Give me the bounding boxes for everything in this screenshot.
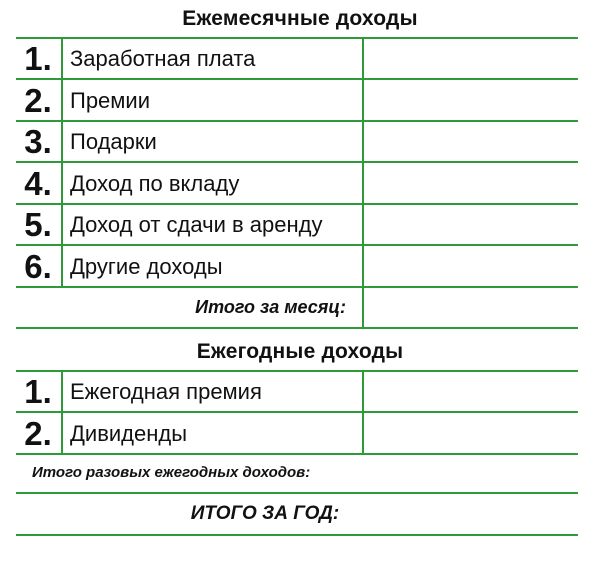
amount-cell[interactable] (364, 205, 578, 243)
amount-cell[interactable] (364, 414, 578, 452)
monthly-table-bottom-rule (16, 327, 578, 329)
amount-cell[interactable] (364, 122, 578, 160)
monthly-total-label: Итого за месяц: (195, 297, 346, 317)
yearly-income-title: Ежегодные доходы (196, 340, 404, 363)
row-label: Другие доходы (70, 254, 223, 279)
monthly-total-cell[interactable] (364, 288, 578, 326)
row-number: 1. (24, 40, 52, 77)
yearly-total-label: Итого разовых ежегодных доходов: (32, 464, 311, 481)
row-number: 2. (24, 415, 52, 452)
amount-cell[interactable] (364, 81, 578, 119)
amount-cell[interactable] (364, 39, 578, 77)
row-label: Подарки (70, 129, 157, 154)
row-number: 5. (24, 206, 52, 243)
monthly-income-title: Ежемесячные доходы (182, 7, 418, 30)
amount-cell[interactable] (364, 372, 578, 410)
number-column-divider (61, 370, 63, 453)
row-number: 4. (24, 165, 52, 202)
amount-cell[interactable] (364, 247, 578, 285)
row-label: Доход от сдачи в аренду (70, 212, 323, 237)
row-label: Заработная плата (70, 46, 256, 71)
number-column-divider (61, 37, 63, 286)
row-number: 3. (24, 123, 52, 160)
row-number: 1. (24, 373, 52, 410)
grand-total-label: ИТОГО ЗА ГОД: (190, 503, 340, 524)
row-number: 6. (24, 248, 52, 285)
amount-cell[interactable] (364, 164, 578, 202)
row-label: Доход по вкладу (70, 171, 240, 196)
row-label: Премии (70, 88, 150, 113)
grand-total-rule (16, 534, 578, 536)
row-number: 2. (24, 82, 52, 119)
row-label: Дивиденды (70, 421, 188, 446)
row-label: Ежегодная премия (70, 379, 262, 404)
yearly-total-rule (16, 492, 578, 494)
